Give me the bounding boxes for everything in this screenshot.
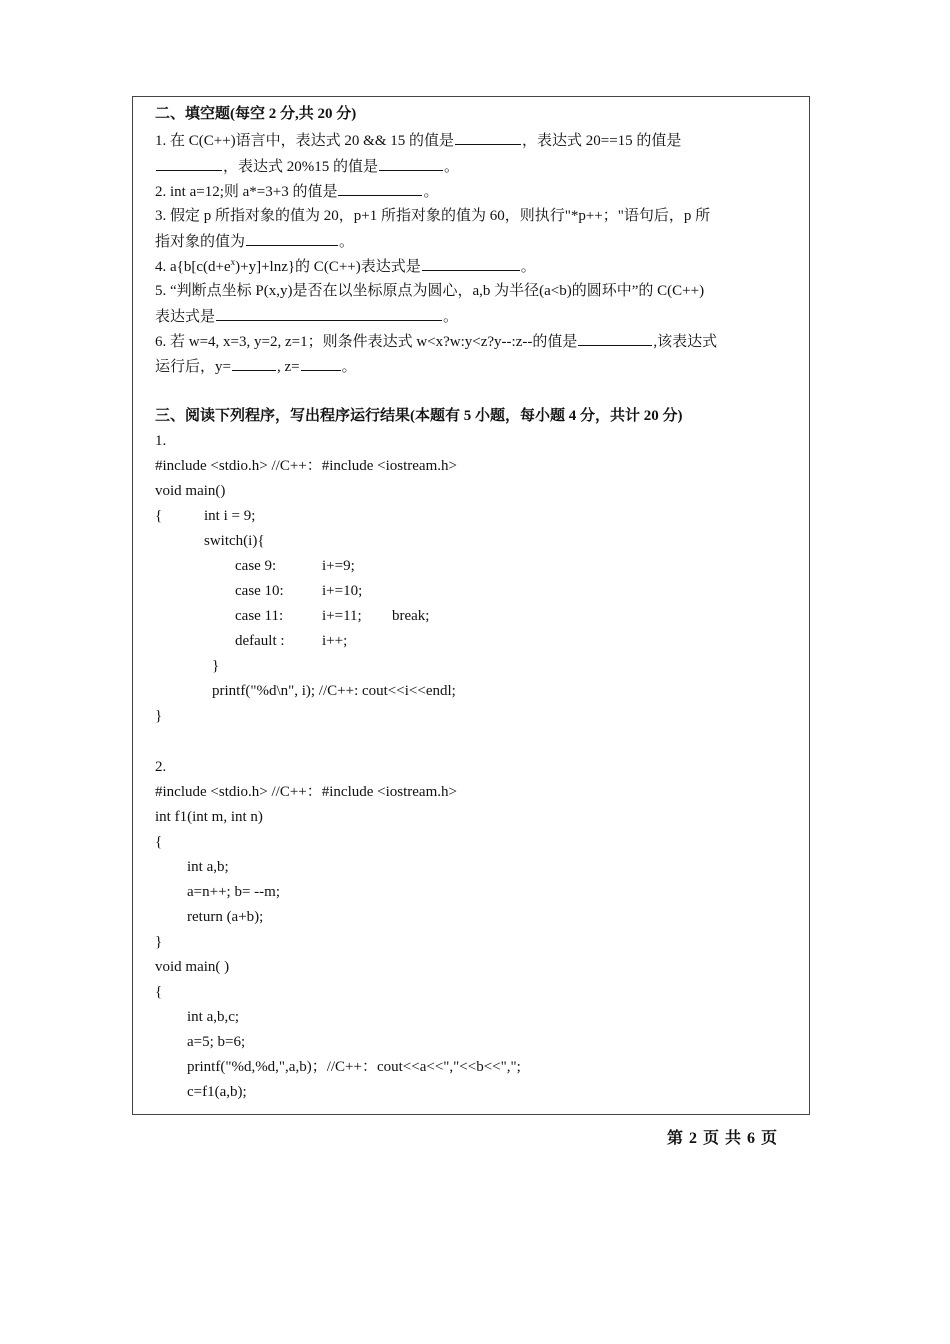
p1-line8a: default : bbox=[235, 633, 285, 649]
q5-line1: 5. “判断点坐标 P(x,y)是否在以坐标原点为圆心，a,b 为半径(a<b)的圆环中”的 C(C++) bbox=[155, 283, 705, 299]
p2-line4: int a,b; bbox=[187, 859, 229, 875]
q5-text-b: 表达式是 bbox=[155, 309, 216, 325]
page-number: 第 2 页 共 6 页 bbox=[667, 1130, 779, 1147]
q1-text-a: 1. 在 C(C++)语言中，表达式 20 && 15 的值是 bbox=[155, 133, 455, 149]
q1-text-b: ，表达式 20==15 的值是 bbox=[522, 133, 682, 149]
p1-number: 1. bbox=[155, 433, 167, 449]
section3-title: 三、阅读下列程序，写出程序运行结果(本题有 5 小题，每小题 4 分，共计 20 分) bbox=[155, 408, 683, 424]
q5-blank[interactable] bbox=[216, 306, 442, 321]
q6-line1 bbox=[155, 331, 717, 352]
p1-line3: int i = 9; bbox=[204, 508, 256, 524]
p1-line8b: i++; bbox=[322, 633, 348, 649]
p2-line6: return (a+b); bbox=[187, 909, 264, 925]
p2-line5: a=n++; b= --m; bbox=[187, 884, 280, 900]
p2-line8: void main( ) bbox=[155, 959, 230, 975]
p2-line7: } bbox=[155, 934, 163, 950]
q1-line2 bbox=[155, 156, 459, 177]
q6-text-a: 6. 若 w=4, x=3, y=2, z=1；则条件表达式 w<x?w:y<z?y--:z--的值是 bbox=[155, 334, 578, 350]
p1-line2: void main() bbox=[155, 483, 226, 499]
p1-line7b: i+=11; bbox=[322, 608, 362, 624]
q3-blank[interactable] bbox=[246, 231, 338, 246]
p1-line3-brace: { bbox=[155, 508, 163, 524]
p1-line5b: i+=9; bbox=[322, 558, 355, 574]
q6-blank3[interactable] bbox=[301, 356, 341, 371]
q4-text-b: )+y]+lnz}的 C(C++)表达式是 bbox=[235, 259, 421, 275]
p2-line1: #include <stdio.h> //C++：#include <iostream.h> bbox=[155, 784, 457, 800]
p1-line9: } bbox=[212, 658, 220, 674]
p1-line7c: break; bbox=[392, 608, 430, 624]
q4-line bbox=[155, 256, 536, 277]
q6-text-c: 运行后，y= bbox=[155, 359, 231, 375]
q1-text-d: 。 bbox=[444, 159, 460, 175]
q2-line bbox=[155, 181, 438, 202]
q2-text-b: 。 bbox=[423, 184, 439, 200]
q3-line1: 3. 假定 p 所指对象的值为 20，p+1 所指对象的值为 60，则执行"*p++；"语句后，p 所 bbox=[155, 208, 711, 224]
p2-line2: int f1(int m, int n) bbox=[155, 809, 263, 825]
q5-line2 bbox=[155, 306, 458, 327]
q6-line2 bbox=[155, 356, 357, 377]
q2-text-a: 2. int a=12;则 a*=3+3 的值是 bbox=[155, 184, 338, 200]
q5-text-c: 。 bbox=[443, 309, 459, 325]
q6-blank1[interactable] bbox=[578, 331, 652, 346]
q3-text-b: 指对象的值为 bbox=[155, 234, 246, 250]
p1-line6b: i+=10; bbox=[322, 583, 363, 599]
p2-line11: a=5; b=6; bbox=[187, 1034, 246, 1050]
p2-line10: int a,b,c; bbox=[187, 1009, 240, 1025]
q3-line2 bbox=[155, 231, 354, 252]
q4-text-a: 4. a{b[c(d+e bbox=[155, 259, 231, 275]
q1-blank3[interactable] bbox=[379, 156, 443, 171]
p1-line4: switch(i){ bbox=[204, 533, 265, 549]
q4-blank[interactable] bbox=[422, 256, 520, 271]
p1-line11: } bbox=[155, 708, 163, 724]
p2-line13: c=f1(a,b); bbox=[187, 1084, 247, 1100]
p1-line10: printf("%d\n", i); //C++: cout<<i<<endl; bbox=[212, 683, 456, 699]
q2-blank[interactable] bbox=[338, 181, 422, 196]
p1-line5a: case 9: bbox=[235, 558, 277, 574]
q6-blank2[interactable] bbox=[232, 356, 276, 371]
q1-blank1[interactable] bbox=[455, 130, 521, 145]
q6-text-b: ,该表达式 bbox=[653, 334, 718, 350]
p2-line9: { bbox=[155, 984, 163, 1000]
q1-line1 bbox=[155, 130, 681, 151]
p1-line7a: case 11: bbox=[235, 608, 284, 624]
p1-line6a: case 10: bbox=[235, 583, 284, 599]
q3-text-c: 。 bbox=[339, 234, 355, 250]
q6-text-e: 。 bbox=[341, 359, 357, 375]
section2-title: 二、填空题(每空 2 分,共 20 分) bbox=[155, 106, 357, 122]
q4-superscript: x bbox=[230, 257, 236, 267]
p2-line3: { bbox=[155, 834, 163, 850]
q1-text-c: ，表达式 20%15 的值是 bbox=[223, 159, 378, 175]
q6-text-d: , z= bbox=[276, 359, 300, 375]
q1-blank2[interactable] bbox=[156, 156, 222, 171]
p2-number: 2. bbox=[155, 759, 167, 775]
p1-line1: #include <stdio.h> //C++：#include <iostream.h> bbox=[155, 458, 457, 474]
p2-line12: printf("%d,%d,",a,b)；//C++：cout<<a<<","<<b<<","; bbox=[187, 1059, 521, 1075]
q4-text-c: 。 bbox=[520, 259, 536, 275]
